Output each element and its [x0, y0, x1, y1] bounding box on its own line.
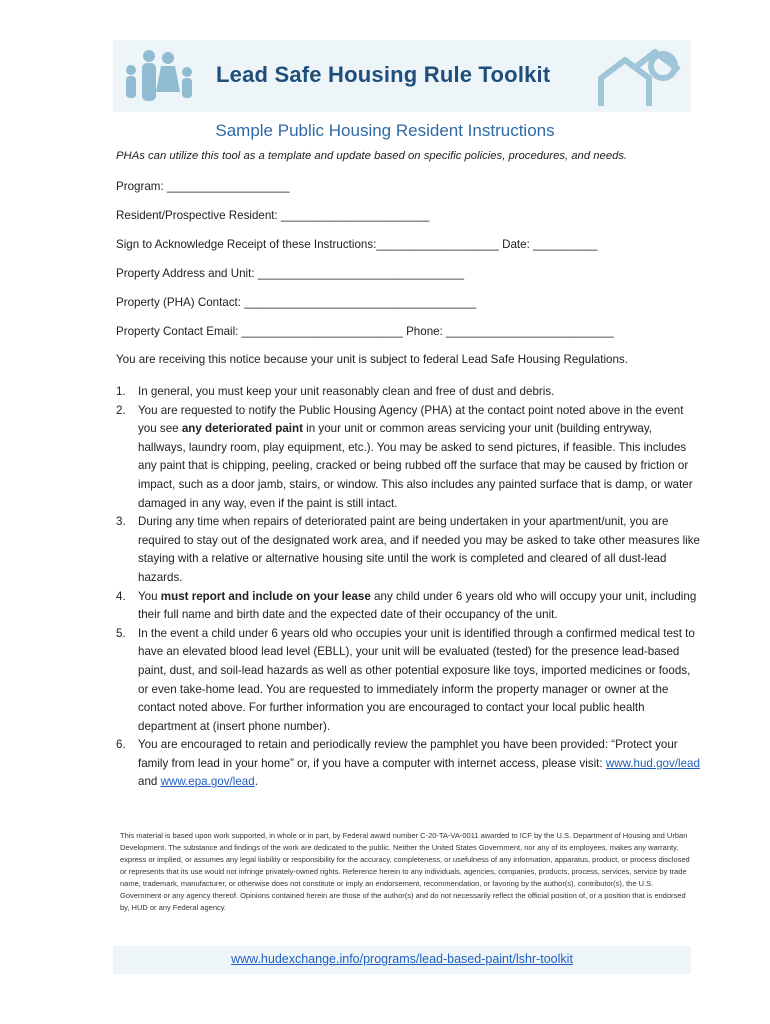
intro-text: PHAs can utilize this tool as a template and update based on specific policies, procedures, and needs. — [116, 150, 628, 162]
list-item: 6. You are encouraged to retain and periodically review the pamphlet you have been provided: “Protect your family from lead in your home” or, if you have a computer with internet access, please visit: www.hud.gov/lead and www.epa.gov/lead. — [116, 738, 700, 789]
notice-text: You are receiving this notice because your unit is subject to federal Lead Safe Housing Regulations. — [116, 353, 628, 366]
contact-email-phone-field[interactable]: Property Contact Email: _________________________ Phone: __________________________ — [116, 325, 614, 338]
list-item: 2. You are requested to notify the Public Housing Agency (PHA) at the contact point noted above in the event you see any deteriorated paint in your unit or common areas servicing your unit (building entryway, hallways, laundry room, play equipment, etc.). You may be asked to send pictures, if feasible. This includes any paint that is chipping, peeling, cracked or being rubbed off the surface that may be caused by friction or impact, such as a door jamb, stairs, or window. This also includes any painted surface that is damp, or water damaged in any way, even if the paint is still intact. — [116, 403, 693, 510]
hud-lead-link[interactable]: www.hud.gov/lead — [605, 756, 700, 770]
property-address-field[interactable]: Property Address and Unit: ________________________________ — [116, 267, 465, 280]
family-icon — [121, 46, 209, 108]
disclaimer-text: This material is based upon work supported, in whole or in part, by Federal award number C-20-TA-VA-0011 awarded to ICF by the U.S. Department of Housing and Urban Development. The substance and findings of the work are dedicated to the public. Neither the United States Government, nor any of its employees, makes any warranty, express or implied, or assumes any legal liability or responsibility for the accuracy, completeness, or usefulness of any information, apparatus, product, or process disclosed or represents that its use would not infringe privately-owned rights. Reference herein to any individuals, agencies, companies, products, process, services, service by trade name, trademark, manufacturer, or otherwise does not constitute or imply an endorsement, recommendation, or favoring by the author(s), contributor(s), the U.S. Government or any agency thereof. Opinions contained herein are those of the author(s) and do not necessarily reflect the official position of, or a position that is endorsed by, HUD or any Federal agency. — [120, 831, 690, 912]
resident-field[interactable]: Resident/Prospective Resident: _______________________ — [116, 209, 430, 222]
header-banner — [113, 40, 691, 112]
property-contact-field[interactable]: Property (PHA) Contact: ____________________________________ — [116, 296, 477, 309]
footer-bar — [113, 946, 691, 974]
list-item: 1. In general, you must keep your unit reasonably clean and free of dust and debris. — [116, 385, 555, 398]
house-icon — [593, 44, 685, 110]
list-item: 4. You must report and include on your lease any child under 6 years old who will occupy your unit, including their full name and birth date and the expected date of their occupancy of the unit. — [116, 589, 697, 622]
signature-date-field[interactable]: Sign to Acknowledge Receipt of these Instructions:___________________ Date: __________ — [116, 238, 598, 251]
bold-emphasis: must report and include on your lease — [160, 589, 371, 603]
bold-emphasis: any deteriorated paint — [181, 422, 303, 436]
toolkit-link[interactable]: www.hudexchange.info/programs/lead-based-paint/lshr-toolkit — [231, 952, 573, 966]
epa-lead-link[interactable]: www.epa.gov/lead — [160, 775, 255, 789]
document-title: Sample Public Housing Resident Instructions — [215, 121, 555, 140]
program-field[interactable]: Program: ___________________ — [116, 180, 290, 193]
list-item: 3. During any time when repairs of deteriorated paint are being undertaken in your apartment/unit, you are required to stay out of the designated work area, and if needed you may be asked to take other measures like staying with a relative or alternative housing site until the work is completed and cleared of all dust-lead hazards. — [116, 515, 700, 584]
list-item: 5. In the event a child under 6 years old who occupies your unit is identified through a confirmed medical test to have an elevated blood lead level (EBLL), your unit will be evaluated (tested) for the presence lead-based paint, dust, and soil-lead hazards as well as other potential exposure like toys, imported medicines or foods, or even take-home lead. You are requested to immediately inform the property manager or owner at the contact noted above. For further information you are encouraged to contact your local public health department at (insert phone number). — [116, 626, 695, 733]
banner-title: Lead Safe Housing Rule Toolkit — [216, 62, 551, 87]
instructions-list — [116, 383, 700, 792]
